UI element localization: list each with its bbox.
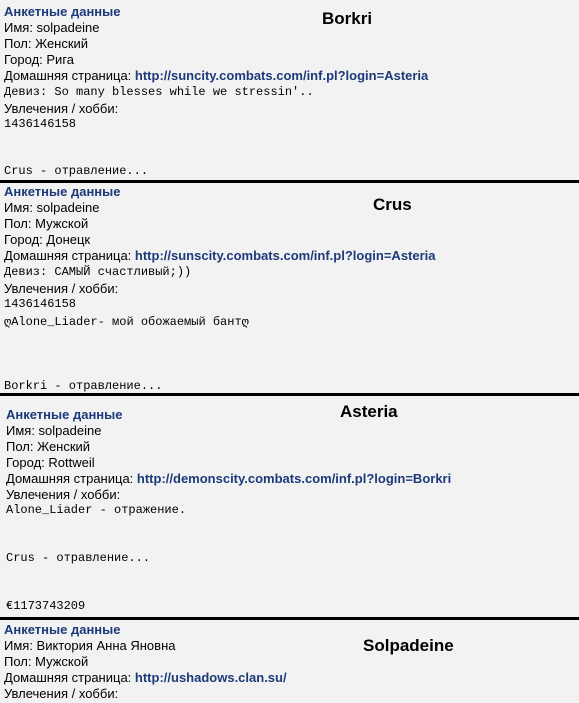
nickname-title: Borkri — [322, 9, 373, 28]
motto-field: Девиз: САМЫЙ счастливый;)) — [4, 265, 192, 279]
nickname-title: Solpadeine — [363, 636, 454, 655]
hobby-label: Увлечения / хобби: — [4, 101, 119, 116]
hobby-extra: ღAlone_Liader- мой обожаемый бантღ — [4, 315, 249, 329]
motto-field: Девиз: So many blesses while we stressin'.. — [4, 85, 314, 99]
gender-field: Пол: Мужской — [4, 654, 89, 669]
gender-field: Пол: Женский — [4, 36, 89, 51]
name-field: Имя: Виктория Анна Яновна — [4, 638, 176, 653]
city-field: Город: Донецк — [4, 232, 91, 247]
homepage-label: Домашняя страница: — [4, 670, 135, 685]
footer-text: Borkri - отравление... — [4, 379, 163, 393]
profile-header: Анкетные данные — [4, 4, 121, 19]
homepage-field — [4, 68, 428, 83]
profile-header: Анкетные данные — [4, 184, 121, 199]
profile-panel-asteria — [0, 397, 579, 618]
homepage-link[interactable]: http://sunscity.combats.com/inf.pl?login=Asteria — [134, 248, 436, 263]
homepage-link[interactable]: http://demonscity.combats.com/inf.pl?login=Borkri — [136, 471, 452, 486]
city-field: Город: Рига — [4, 52, 75, 67]
profile-header: Анкетные данные — [6, 407, 123, 422]
profile-header: Анкетные данные — [4, 622, 121, 637]
profile-panel-solpadeine — [0, 620, 579, 703]
gender-field: Пол: Женский — [6, 439, 91, 454]
hobby-label: Увлечения / хобби: — [4, 686, 119, 701]
nickname-title: Asteria — [340, 402, 398, 421]
name-field: Имя: solpadeine — [4, 20, 100, 35]
homepage-label: Домашняя страница: — [4, 68, 135, 83]
gender-field: Пол: Мужской — [4, 216, 89, 231]
hobby-value: 1436146158 — [4, 117, 77, 131]
homepage-label: Домашняя страница: — [6, 471, 137, 486]
separator-line — [0, 393, 579, 396]
hobby-label: Увлечения / хобби: — [4, 281, 119, 296]
hobby-value: 1436146158 — [4, 297, 77, 311]
homepage-field — [4, 248, 436, 263]
homepage-link[interactable]: http://ushadows.clan.su/ — [134, 670, 287, 685]
hobby-extra: Crus - отравление... — [6, 551, 151, 565]
footer-text: Crus - отравление... — [4, 164, 149, 178]
homepage-field — [6, 471, 451, 486]
homepage-field — [4, 670, 287, 685]
profile-panel-crus — [0, 183, 579, 393]
profile-panel-borkri — [0, 0, 579, 181]
nickname-title: Crus — [373, 195, 412, 214]
homepage-link[interactable]: http://suncity.combats.com/inf.pl?login=Asteria — [134, 68, 429, 83]
homepage-label: Домашняя страница: — [4, 248, 135, 263]
hobby-value: Alone_Liader - отражение. — [6, 503, 187, 517]
name-field: Имя: solpadeine — [4, 200, 100, 215]
footer-text: €1173743209 — [6, 599, 86, 613]
name-field: Имя: solpadeine — [6, 423, 102, 438]
city-field: Город: Rottweil — [6, 455, 95, 470]
hobby-label: Увлечения / хобби: — [6, 487, 121, 502]
